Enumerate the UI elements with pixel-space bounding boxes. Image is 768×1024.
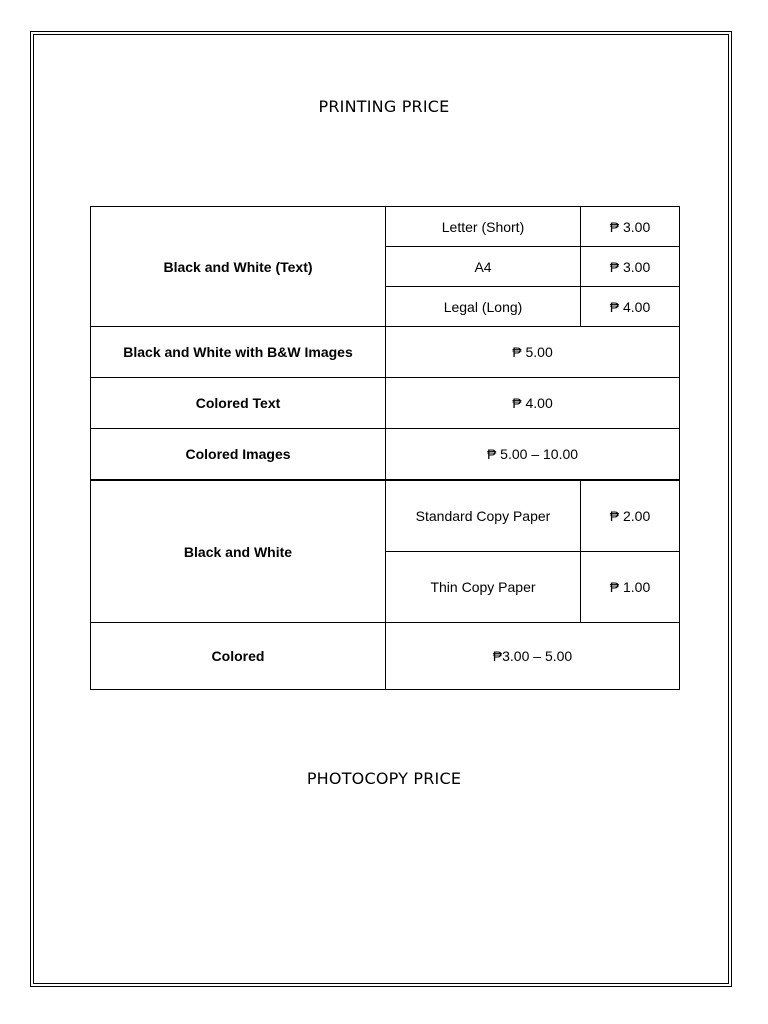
paper-cell: Thin Copy Paper	[386, 552, 581, 623]
price-cell: ₱ 2.00	[581, 480, 680, 552]
price-cell: ₱ 5.00	[386, 327, 680, 378]
price-cell: ₱ 3.00	[581, 247, 680, 287]
price-cell: ₱ 1.00	[581, 552, 680, 623]
price-cell: ₱ 3.00	[581, 207, 680, 247]
table-row	[91, 207, 680, 247]
price-cell: ₱ 4.00	[581, 287, 680, 327]
category-cell: Black and White with B&W Images	[91, 327, 386, 378]
price-cell: ₱ 4.00	[386, 378, 680, 429]
category-cell: Colored Images	[91, 429, 386, 481]
table-row	[91, 378, 680, 429]
table-row	[91, 429, 680, 481]
category-cell: Colored	[91, 623, 386, 690]
table-row	[91, 480, 680, 552]
price-cell: ₱3.00 – 5.00	[386, 623, 680, 690]
paper-cell: Standard Copy Paper	[386, 480, 581, 552]
size-cell: A4	[386, 247, 581, 287]
printing-price-heading: PRINTING PRICE	[318, 97, 450, 116]
category-cell: Colored Text	[91, 378, 386, 429]
category-cell: Black and White	[91, 480, 386, 623]
table-row	[91, 327, 680, 378]
size-cell: Letter (Short)	[386, 207, 581, 247]
photocopy-price-heading: PHOTOCOPY PRICE	[306, 769, 462, 788]
table-row	[91, 623, 680, 690]
price-cell: ₱ 5.00 – 10.00	[386, 429, 680, 481]
price-table	[90, 206, 680, 690]
size-cell: Legal (Long)	[386, 287, 581, 327]
category-cell: Black and White (Text)	[91, 207, 386, 327]
